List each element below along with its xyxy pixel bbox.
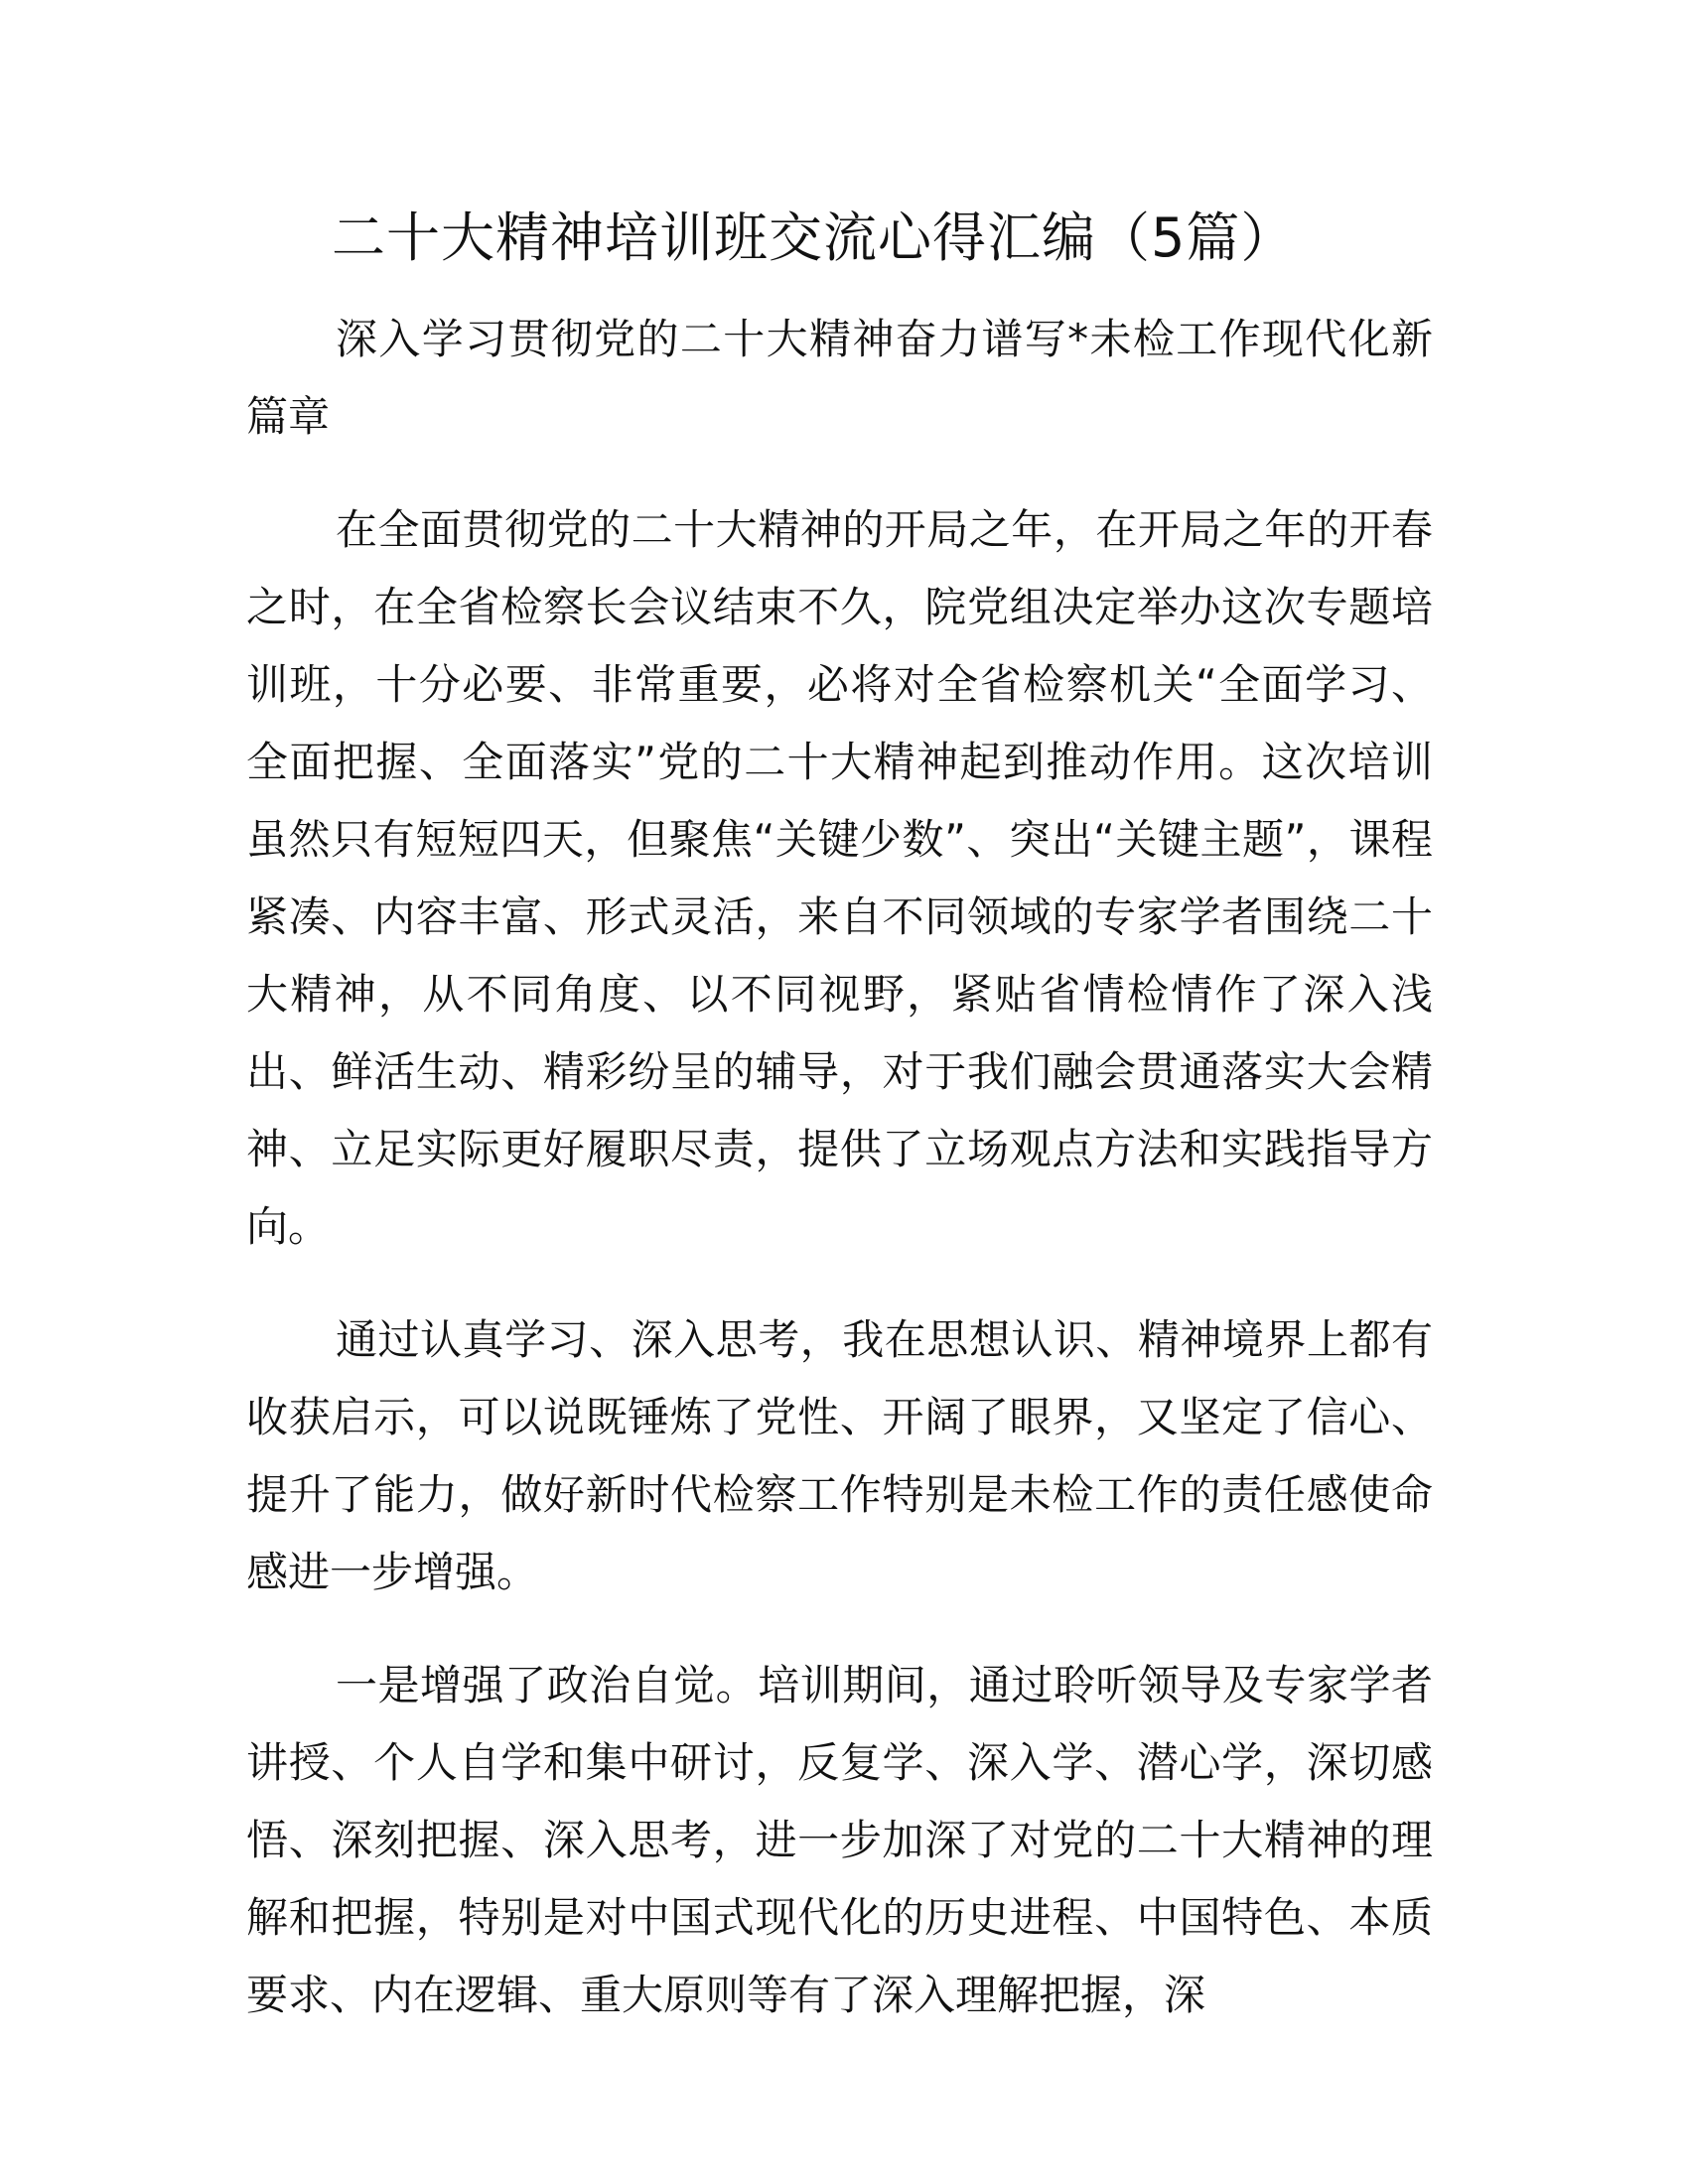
- document-page: [246, 194, 1433, 2070]
- paragraph-1: 在全面贯彻党的二十大精神的开局之年，在开局之年的开春之时，在全省检察长会议结束不久，院党组决定举办这次专题培训班，十分必要、非常重要，必将对全省检察机关“全面学习、全面把握、全面落实”党的二十大精神起到推动作用。这次培训虽然只有短短四天，但聚焦“关键少数”、突出“关键主题”，课程紧凑、内容丰富、形式灵活，来自不同领域的专家学者围绕二十大精神，从不同角度、以不同视野，紧贴省情检情作了深入浅出、鲜活生动、精彩纷呈的辅导，对于我们融会贯通落实大会精神、立足实际更好履职尽责，提供了立场观点方法和实践指导方向。: [246, 505, 1433, 1251]
- document-title: 二十大精神培训班交流心得汇编（5篇）: [332, 206, 1296, 269]
- paragraph-3: 一是增强了政治自觉。培训期间，通过聆听领导及专家学者讲授、个人自学和集中研讨，反复学、深入学、潜心学，深切感悟、深刻把握、深入思考，进一步加深了对党的二十大精神的理解和把握，特别是对中国式现代化的历史进程、中国特色、本质要求、内在逻辑、重大原则等有了深入理解把握，深: [246, 1661, 1433, 2019]
- article-title: 深入学习贯彻党的二十大精神奋力谱写*未检工作现代化新篇章: [246, 315, 1433, 441]
- paragraph-2: 通过认真学习、深入思考，我在思想认识、精神境界上都有收获启示，可以说既锤炼了党性、开阔了眼界，又坚定了信心、提升了能力，做好新时代检察工作特别是未检工作的责任感使命感进一步增强。: [246, 1315, 1433, 1596]
